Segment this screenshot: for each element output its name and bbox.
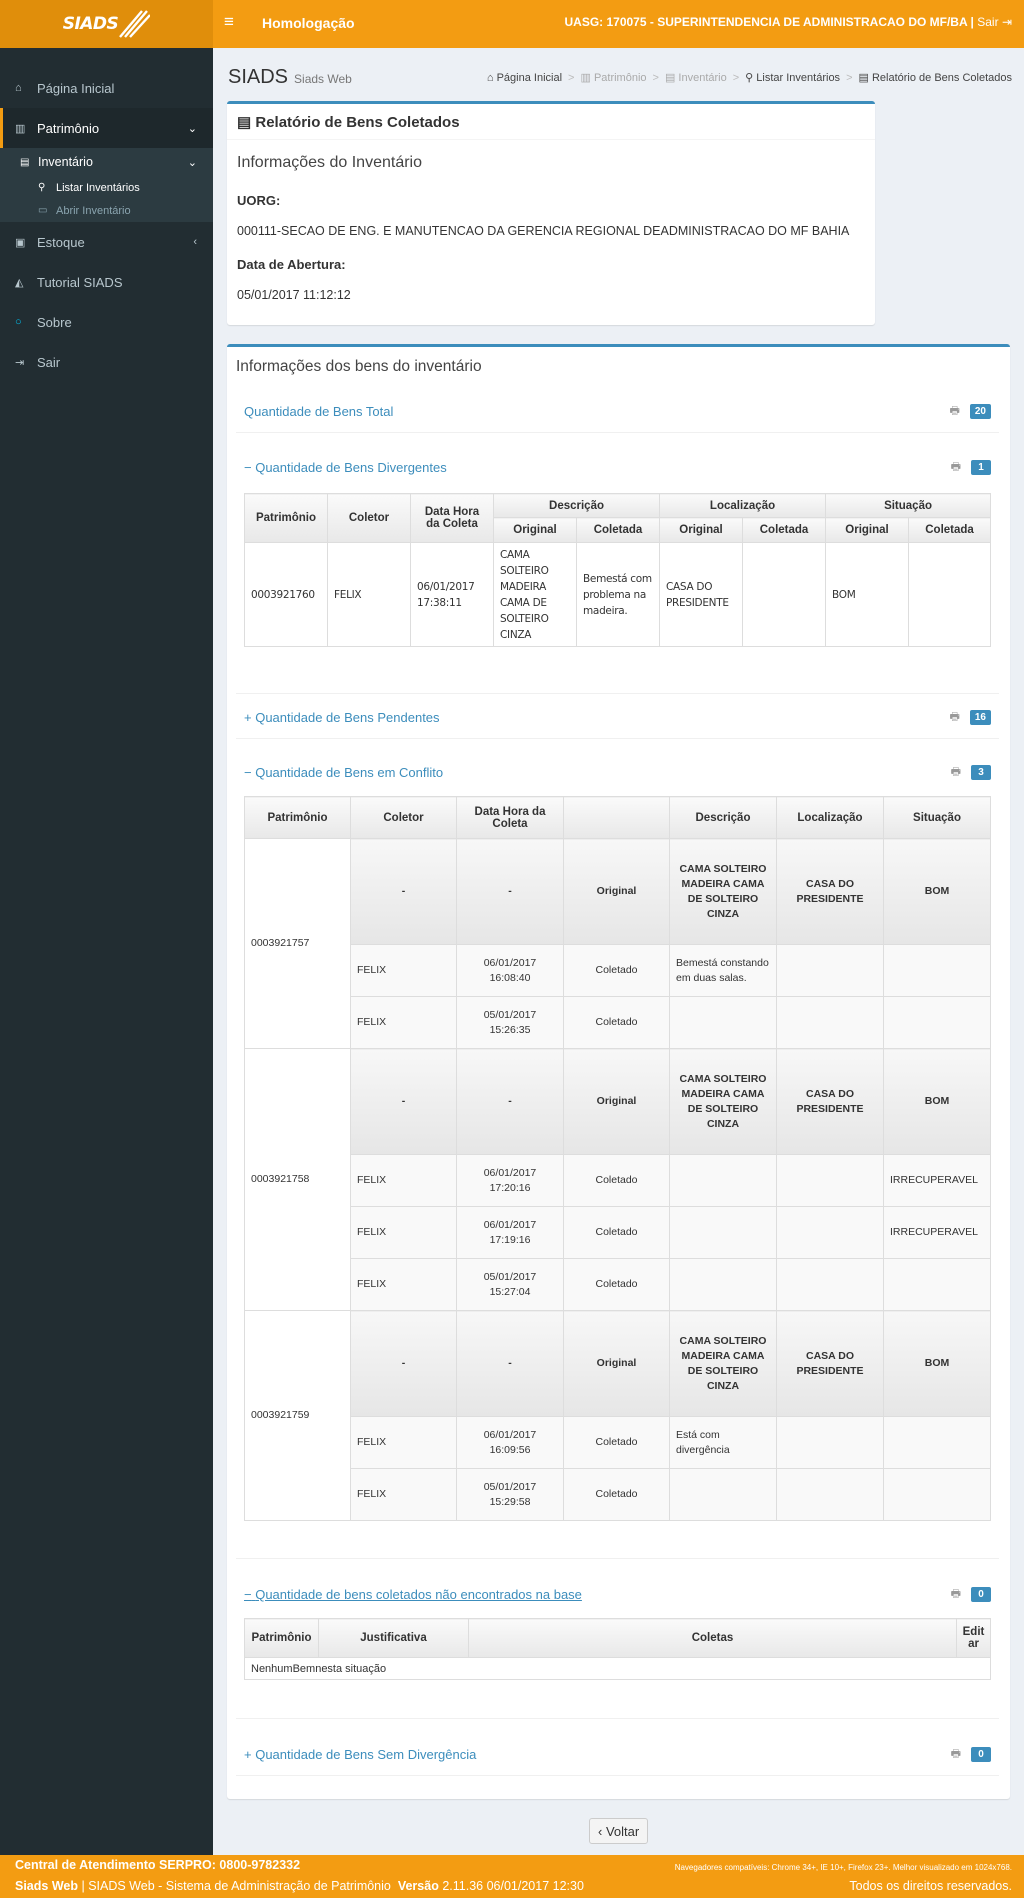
- col-original: Original: [660, 518, 743, 543]
- breadcrumb-home[interactable]: [487, 72, 562, 84]
- sidebar-submenu: [0, 148, 213, 222]
- cell-situacao: [884, 997, 991, 1049]
- col-descricao: Descrição: [494, 494, 660, 518]
- cell-datahora: -: [457, 839, 564, 945]
- chevron-down-icon: ⌄: [187, 122, 197, 135]
- bens-conflito-link[interactable]: [244, 765, 443, 780]
- logo-stripes-icon: [116, 7, 150, 41]
- minus-icon: −: [244, 460, 252, 475]
- table-header-row: [245, 494, 991, 518]
- sidebar-item-label: Patrimônio: [37, 120, 100, 136]
- data-abertura-value: 05/01/2017 11:12:12: [237, 288, 351, 302]
- cell-descricao: [670, 997, 777, 1049]
- cell-coletor: FELIX: [351, 1469, 457, 1521]
- cell-tipo: Original: [564, 839, 670, 945]
- siads-logo[interactable]: [0, 0, 213, 48]
- cell-desc-coletada: Bemestá com problema na madeira.: [577, 543, 660, 647]
- sidebar-item-listar-inventarios[interactable]: [0, 176, 213, 199]
- cell-situacao: IRRECUPERAVEL: [884, 1207, 991, 1259]
- circle-icon: ○: [15, 316, 22, 328]
- report-info-box: [227, 101, 875, 325]
- panel-label: Quantidade de Bens em Conflito: [255, 765, 444, 780]
- app-info: [15, 1879, 584, 1893]
- panel-bens-conflito: [236, 765, 999, 1559]
- col-patrimonio: Patrimônio: [245, 1619, 319, 1658]
- breadcrumb-separator: >: [732, 72, 740, 84]
- cell-sit-original: BOM: [826, 543, 909, 647]
- count-badge: 1: [971, 460, 991, 475]
- cell-coletor: FELIX: [351, 1417, 457, 1469]
- table-row: [245, 839, 991, 945]
- col-situacao: Situação: [884, 797, 991, 839]
- cell-tipo: Coletado: [564, 1417, 670, 1469]
- cell-localizacao: CASA DO PRESIDENTE: [777, 1049, 884, 1155]
- folder-open-icon: ▭: [38, 205, 48, 216]
- breadcrumb-label: Listar Inventários: [756, 72, 841, 84]
- cell-localizacao: [777, 1207, 884, 1259]
- cell-localizacao: CASA DO PRESIDENTE: [777, 839, 884, 945]
- table-row: [245, 543, 991, 647]
- voltar-button[interactable]: [589, 1818, 648, 1844]
- cell-descricao: CAMA SOLTEIRO MADEIRA CAMA DE SOLTEIRO CINZA: [670, 839, 777, 945]
- panel-actions: [949, 708, 991, 727]
- col-coletor: Coletor: [328, 494, 411, 543]
- sidebar-item-label: Inventário: [38, 155, 93, 169]
- table-header-row: [245, 797, 991, 839]
- breadcrumb-patrimonio: [580, 72, 646, 84]
- cell-datahora: 06/01/2017 17:38:11: [411, 543, 494, 647]
- chevron-left-icon: ‹: [193, 236, 197, 248]
- bens-info-heading: Informações dos bens do inventário: [236, 358, 482, 375]
- breadcrumb-separator: >: [652, 72, 659, 84]
- panel-label: Quantidade de bens coletados não encontrados na base: [255, 1587, 582, 1602]
- cell-descricao: [670, 1259, 777, 1311]
- col-original: Original: [494, 518, 577, 543]
- report-box-header: [227, 104, 875, 140]
- box-icon: ▣: [15, 236, 26, 249]
- col-justificativa: Justificativa: [319, 1619, 469, 1658]
- col-original: Original: [826, 518, 909, 543]
- col-localizacao: Localização: [660, 494, 826, 518]
- versao-label: Versão: [397, 1879, 439, 1893]
- search-icon: ⚲: [745, 72, 754, 84]
- cell-localizacao: [777, 1259, 884, 1311]
- empty-message: NenhumBemnesta situação: [245, 1658, 991, 1680]
- cell-descricao: [670, 1469, 777, 1521]
- col-descricao: Descrição: [670, 797, 777, 839]
- file-text-icon: ▤: [237, 114, 252, 131]
- bens-total-link[interactable]: Quantidade de Bens Total: [244, 404, 394, 419]
- app-name: Siads Web: [15, 1879, 78, 1893]
- table-row: [245, 1259, 991, 1311]
- data-abertura-label: Data de Abertura:: [237, 257, 346, 272]
- cell-coletor: FELIX: [351, 945, 457, 997]
- col-coletada: Coletada: [577, 518, 660, 543]
- table-row: [245, 945, 991, 997]
- print-icon[interactable]: 🖶: [950, 1588, 961, 1600]
- col-coletor: Coletor: [351, 797, 457, 839]
- footer: [0, 1855, 1024, 1898]
- cell-descricao: [670, 1155, 777, 1207]
- cell-localizacao: [777, 997, 884, 1049]
- breadcrumb-label: Inventário: [678, 72, 727, 84]
- table-header-row: [245, 1619, 991, 1658]
- cell-situacao: [884, 945, 991, 997]
- breadcrumb-listar[interactable]: [745, 72, 840, 84]
- cell-coletor: FELIX: [351, 1207, 457, 1259]
- panel-bens-nao-encontrados: [236, 1587, 999, 1719]
- sidebar-item-tutorial[interactable]: [0, 262, 213, 302]
- cell-patrimonio: 0003921760: [245, 543, 328, 647]
- cell-desc-original: CAMA SOLTEIRO MADEIRA CAMA DE SOLTEIRO CINZA: [494, 543, 577, 647]
- breadcrumb-label: Página Inicial: [496, 72, 563, 84]
- bens-pendentes-link[interactable]: [244, 710, 440, 725]
- panel-actions: [951, 458, 991, 477]
- cell-situacao: [884, 1417, 991, 1469]
- col-patrimonio: Patrimônio: [245, 797, 351, 839]
- cell-datahora: 06/01/2017 17:19:16: [457, 1207, 564, 1259]
- col-datahora: Data Hora da Coleta: [457, 797, 564, 839]
- cell-situacao: [884, 1469, 991, 1521]
- col-datahora: Data Hora da Coleta: [411, 494, 494, 543]
- versao-value: 2.11.36 06/01/2017 12:30: [442, 1879, 584, 1893]
- print-icon[interactable]: 🖶: [950, 461, 961, 473]
- inventory-info-heading: Informações do Inventário: [237, 154, 422, 171]
- cell-tipo: Original: [564, 1311, 670, 1417]
- uorg-label: UORG:: [237, 193, 281, 208]
- sidebar-item-sair[interactable]: [0, 342, 213, 382]
- cell-loc-coletada: [743, 543, 826, 647]
- cell-localizacao: [777, 1155, 884, 1207]
- cell-datahora: 06/01/2017 16:09:56: [457, 1417, 564, 1469]
- sidebar-item-patrimonio[interactable]: [0, 108, 213, 148]
- col-coletas: Coletas: [469, 1619, 957, 1658]
- sidebar-item-abrir-inventario[interactable]: [0, 199, 213, 222]
- sidebar-item-estoque[interactable]: [0, 222, 213, 262]
- col-coletada: Coletada: [909, 518, 991, 543]
- nao-encontrados-table: [244, 1618, 991, 1680]
- sidebar-item-inventario[interactable]: [0, 148, 213, 176]
- cell-datahora: 05/01/2017 15:27:04: [457, 1259, 564, 1311]
- sign-in-icon: ⇥: [15, 356, 25, 369]
- print-icon[interactable]: 🖶: [950, 1748, 961, 1760]
- panel-bens-pendentes: [236, 710, 999, 739]
- direitos-reservados: Todos os direitos reservados.: [849, 1879, 1012, 1893]
- cell-localizacao: CASA DO PRESIDENTE: [777, 1311, 884, 1417]
- cell-descricao: CAMA SOLTEIRO MADEIRA CAMA DE SOLTEIRO CINZA: [670, 1049, 777, 1155]
- cell-situacao: BOM: [884, 839, 991, 945]
- bens-nao-encontrados-link[interactable]: [244, 1587, 582, 1602]
- print-icon[interactable]: 🖶: [949, 405, 960, 417]
- cell-situacao: BOM: [884, 1311, 991, 1417]
- cell-datahora: 06/01/2017 16:08:40: [457, 945, 564, 997]
- cell-datahora: -: [457, 1311, 564, 1417]
- breadcrumb-current: [859, 72, 1013, 84]
- logout-label: Sair: [977, 15, 999, 29]
- sidebar-item-pagina-inicial[interactable]: [0, 68, 213, 108]
- cell-coletor: FELIX: [351, 1259, 457, 1311]
- table-row: [245, 1155, 991, 1207]
- breadcrumb-label: Patrimônio: [593, 72, 647, 84]
- cell-tipo: Coletado: [564, 1207, 670, 1259]
- sidebar-item-label: Sobre: [37, 314, 72, 330]
- page-subtitle: Siads Web: [294, 72, 352, 86]
- sidebar-item-label: Listar Inventários: [56, 181, 140, 194]
- chevron-down-icon: ⌄: [187, 156, 197, 169]
- cell-datahora: 05/01/2017 15:26:35: [457, 997, 564, 1049]
- app-desc: | SIADS Web - Sistema de Administração de Patrimônio: [81, 1879, 391, 1893]
- panel-actions: [949, 402, 991, 421]
- sign-out-icon: ⇥: [1001, 15, 1012, 29]
- table-row: [245, 1207, 991, 1259]
- breadcrumb-inventario: [665, 72, 727, 84]
- cell-coletor: FELIX: [351, 997, 457, 1049]
- environment-label: Homologação: [262, 15, 355, 31]
- cell-descricao: Bemestá constando em duas salas.: [670, 945, 777, 997]
- table-row: [245, 1311, 991, 1417]
- count-badge: 3: [971, 765, 991, 780]
- table-row: [245, 997, 991, 1049]
- panel-actions: [951, 1745, 991, 1764]
- sidebar-item-label: Estoque: [37, 234, 85, 250]
- bens-info-box: [227, 344, 1010, 1799]
- table-row: [245, 1469, 991, 1521]
- sidebar-item-sobre[interactable]: [0, 302, 213, 342]
- panel-label: Quantidade de Bens Divergentes: [255, 460, 447, 475]
- minus-icon: −: [244, 765, 252, 780]
- cell-tipo: Coletado: [564, 997, 670, 1049]
- book-icon: ▤: [20, 156, 30, 168]
- barcode-icon: ▥: [15, 122, 26, 135]
- breadcrumb: [487, 71, 1012, 84]
- col-editar: Editar: [957, 1619, 991, 1658]
- table-row: [245, 1049, 991, 1155]
- conflito-table: [244, 796, 991, 1521]
- count-badge: 0: [971, 1587, 991, 1602]
- cell-descricao: CAMA SOLTEIRO MADEIRA CAMA DE SOLTEIRO CINZA: [670, 1311, 777, 1417]
- divergentes-table: [244, 493, 991, 647]
- cell-descricao: Está com divergência: [670, 1417, 777, 1469]
- panel-label: Quantidade de Bens Pendentes: [255, 710, 440, 725]
- chevron-left-icon: ‹: [598, 1823, 603, 1839]
- breadcrumb-separator: >: [846, 72, 853, 84]
- logout-link[interactable]: [977, 15, 1012, 29]
- breadcrumb-label: Relatório de Bens Coletados: [871, 72, 1012, 84]
- sidebar-item-label: Sair: [37, 354, 61, 370]
- file-text-icon: ▤: [858, 72, 869, 84]
- central-atendimento: Central de Atendimento SERPRO: 0800-9782332: [15, 1858, 301, 1872]
- cell-loc-original: CASA DO PRESIDENTE: [660, 543, 743, 647]
- panel-bens-sem-divergencia: [236, 1747, 999, 1776]
- count-badge: 20: [970, 404, 991, 419]
- col-localizacao: Localização: [777, 797, 884, 839]
- cell-coletor: FELIX: [351, 1155, 457, 1207]
- barcode-icon: ▥: [580, 72, 591, 84]
- cell-tipo: Coletado: [564, 1155, 670, 1207]
- uasg-info: [564, 15, 1012, 29]
- cell-patrimonio: 0003921758: [245, 1049, 351, 1311]
- cell-descricao: [670, 1207, 777, 1259]
- cell-tipo: Original: [564, 1049, 670, 1155]
- cell-coletor: -: [351, 1311, 457, 1417]
- logo-text: SIADS: [62, 14, 119, 34]
- cell-tipo: Coletado: [564, 945, 670, 997]
- panel-actions: [951, 763, 991, 782]
- home-icon: ⌂: [486, 72, 494, 84]
- sidebar-toggle-button[interactable]: ≡: [224, 12, 234, 31]
- uorg-value: 000111-SECAO DE ENG. E MANUTENCAO DA GERENCIA REGIONAL DEADMINISTRACAO DO MF BAHIA: [237, 224, 850, 238]
- table-row-empty: [245, 1658, 991, 1680]
- cell-tipo: Coletado: [564, 1259, 670, 1311]
- plus-icon: +: [244, 710, 252, 725]
- sidebar-item-label: Abrir Inventário: [56, 204, 131, 217]
- cell-localizacao: [777, 945, 884, 997]
- search-icon: ⚲: [38, 182, 46, 193]
- panel-actions: [951, 1585, 991, 1604]
- cell-situacao: BOM: [884, 1049, 991, 1155]
- breadcrumb-separator: >: [568, 72, 575, 84]
- count-badge: 0: [971, 1747, 991, 1762]
- voltar-label: Voltar: [605, 1823, 640, 1839]
- cell-patrimonio: 0003921759: [245, 1311, 351, 1521]
- col-situacao: Situação: [826, 494, 991, 518]
- cell-sit-coletada: [909, 543, 991, 647]
- sidebar-item-label: Tutorial SIADS: [37, 274, 123, 290]
- print-icon[interactable]: 🖶: [950, 766, 961, 778]
- cell-coletor: FELIX: [328, 543, 411, 647]
- print-icon[interactable]: 🖶: [949, 711, 960, 723]
- cell-situacao: [884, 1259, 991, 1311]
- count-badge: 16: [970, 710, 991, 725]
- navegadores-info: Navegadores compatíveis: Chrome 34+, IE 10+, Firefox 23+. Melhor visualizado em 1024x768.: [674, 1863, 1012, 1872]
- cell-localizacao: [777, 1469, 884, 1521]
- book-icon: ▤: [664, 72, 676, 84]
- graduation-cap-icon: ◭: [15, 276, 24, 289]
- cell-tipo: Coletado: [564, 1469, 670, 1521]
- bens-divergentes-link[interactable]: [244, 460, 447, 475]
- sidebar-item-label: Página Inicial: [37, 80, 115, 96]
- panel-bens-total: [236, 404, 999, 433]
- home-icon: ⌂: [15, 82, 22, 94]
- top-navbar: [0, 0, 1024, 48]
- report-title: Relatório de Bens Coletados: [255, 114, 460, 131]
- separator: |: [970, 15, 978, 29]
- cell-patrimonio: 0003921757: [245, 839, 351, 1049]
- cell-datahora: -: [457, 1049, 564, 1155]
- cell-localizacao: [777, 1417, 884, 1469]
- panel-bens-divergentes: [236, 460, 999, 694]
- page-title: [228, 66, 352, 89]
- cell-situacao: IRRECUPERAVEL: [884, 1155, 991, 1207]
- cell-coletor: -: [351, 839, 457, 945]
- col-patrimonio: Patrimônio: [245, 494, 328, 543]
- table-row: [245, 1417, 991, 1469]
- col-tipo: [564, 797, 670, 839]
- plus-icon: +: [244, 1747, 252, 1762]
- col-coletada: Coletada: [743, 518, 826, 543]
- sidebar: [0, 48, 213, 1855]
- cell-datahora: 06/01/2017 17:20:16: [457, 1155, 564, 1207]
- bens-sem-divergencia-link[interactable]: [244, 1747, 476, 1762]
- minus-icon: −: [244, 1587, 252, 1602]
- cell-coletor: -: [351, 1049, 457, 1155]
- panel-label: Quantidade de Bens Sem Divergência: [255, 1747, 477, 1762]
- content-header: [228, 64, 1012, 94]
- page-title-text: SIADS: [228, 66, 289, 88]
- cell-datahora: 05/01/2017 15:29:58: [457, 1469, 564, 1521]
- uasg-label: UASG: 170075 - SUPERINTENDENCIA DE ADMINISTRACAO DO MF/BA: [564, 15, 968, 29]
